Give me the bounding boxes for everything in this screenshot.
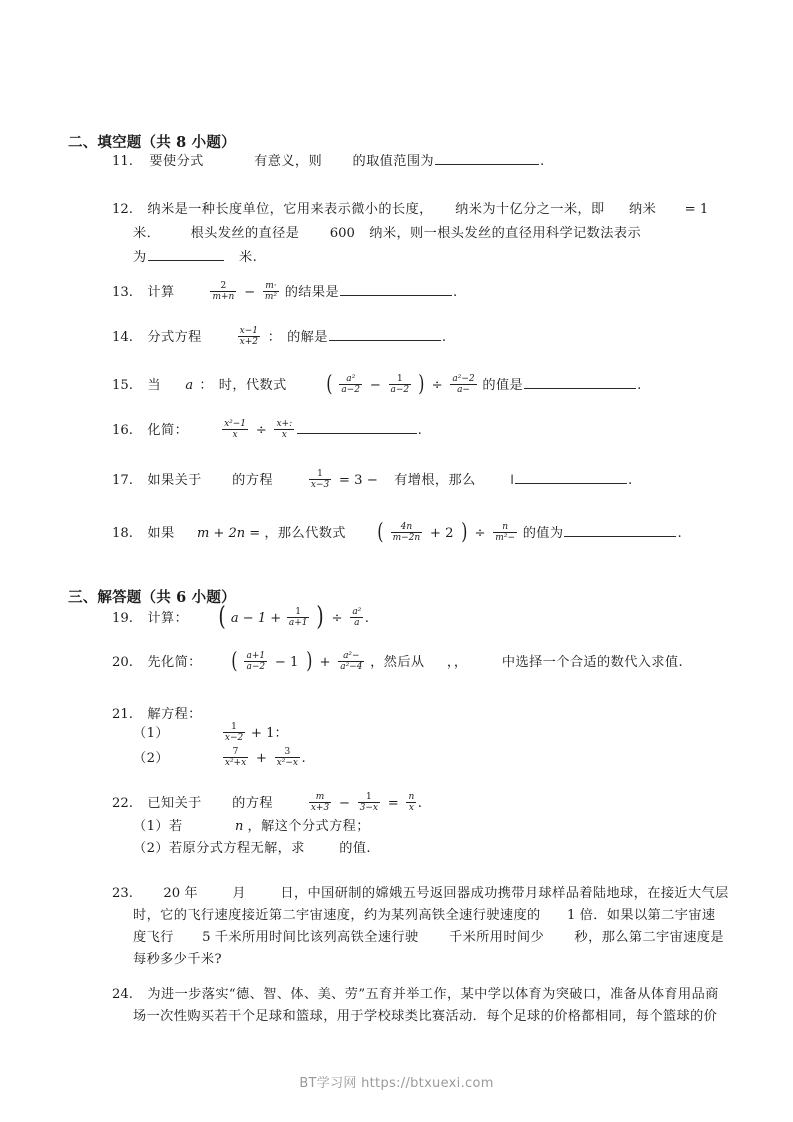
fraction-numerator: 1	[287, 607, 310, 618]
problem-15-text-c: 的值是	[482, 378, 524, 394]
minus-operator: −	[369, 378, 381, 394]
problem-11-text-c: 的取值范围为	[352, 154, 435, 169]
fraction-denominator: x−2	[224, 733, 244, 744]
problem-20-text-a: 先化简：	[147, 655, 202, 671]
fraction-denominator: x+2	[239, 337, 258, 348]
divide-operator: ÷	[255, 423, 267, 439]
problem-21-sub1-label: （1）	[133, 726, 169, 742]
problem-15-fraction-3	[450, 374, 476, 395]
problem-12-line3-b: 米.	[239, 250, 258, 265]
problem-23-line2	[133, 906, 716, 925]
fraction-denominator: a−2	[341, 385, 361, 396]
fraction-numerator: 3	[275, 747, 300, 758]
problem-23-line3-a: 度飞行	[133, 930, 174, 945]
problem-12-line1-b: 纳米为十亿分之一米，即	[455, 202, 605, 217]
problem-18-tail: .	[677, 526, 682, 542]
problem-18-text-b: ，那么代数式	[264, 526, 346, 542]
equals-expression: = 3 −	[338, 473, 378, 489]
problem-23-month-unit: 月	[232, 886, 246, 901]
answer-blank-17[interactable]	[515, 471, 627, 484]
problem-22-fraction-3	[406, 792, 416, 813]
problem-21-sub1	[133, 723, 288, 744]
fraction-numerator: a²	[339, 374, 362, 385]
problem-23-line2-a: 时，它的飞行速度接近第二宇宙速度，约为某列高铁全速行驶速度的	[133, 908, 541, 923]
fraction-numerator: a²	[352, 607, 362, 617]
problem-16-fraction-1	[222, 419, 248, 440]
problem-19-fraction-1	[287, 607, 310, 628]
problem-23-line2-value: 1	[567, 908, 576, 923]
fraction-numerator: 7	[223, 747, 248, 758]
problem-13-number: 13.	[112, 285, 133, 301]
problem-18-number: 18.	[112, 526, 133, 542]
fraction-numerator: 2	[210, 281, 236, 292]
problem-18-text-c: 的值为	[522, 526, 564, 542]
problem-16-tail: .	[417, 423, 422, 439]
problem-23-line4	[133, 950, 222, 969]
problem-12-line2-d: 纳米，则一根头发丝的直径用科学记数法表示	[369, 226, 642, 241]
fraction-numerator: n	[408, 792, 415, 802]
problem-24-number: 24.	[112, 987, 133, 1002]
answer-blank-16[interactable]	[297, 421, 417, 434]
problem-22-sub1-rest: ，解这个分式方程；	[247, 819, 370, 834]
fraction-denominator: m+n	[212, 292, 235, 303]
problem-11-text-a: 要使分式	[149, 154, 204, 169]
fraction-denominator: m²−	[495, 533, 515, 544]
problem-16-text-a: 化简：	[147, 423, 189, 439]
problem-24	[112, 985, 719, 1004]
problem-15-fraction-1	[339, 374, 362, 395]
paren-open: (	[231, 648, 238, 674]
minus-operator: −	[244, 285, 256, 301]
problem-15-text-a: 当	[147, 378, 161, 394]
equals-operator: =	[387, 796, 399, 812]
fraction-denominator: 3−x	[359, 803, 378, 814]
problem-15	[112, 371, 642, 397]
problem-22-text-b: 的方程	[232, 796, 273, 812]
problem-16-number: 16.	[112, 423, 133, 439]
problem-13-text-b: 的结果是	[284, 285, 340, 301]
divide-operator: ÷	[331, 611, 343, 627]
problem-23-line2-c: 倍．如果以第二宇宙速	[579, 908, 716, 923]
fraction-denominator: x	[281, 430, 287, 441]
problem-24-line2	[133, 1007, 717, 1026]
problem-11-tail: .	[540, 154, 545, 169]
problem-19-tail: .	[364, 611, 369, 627]
fraction-denominator: a−2	[390, 385, 410, 396]
problem-21	[112, 705, 202, 724]
problem-23-line1-rest: 日，中国研制的嫦娥五号返回器成功携带月球样品着陆地球，在接近大气层	[280, 886, 729, 901]
problem-13	[112, 282, 457, 303]
problem-23	[112, 884, 729, 903]
problem-23-year-value: 20	[163, 886, 181, 901]
divide-operator: ÷	[474, 526, 486, 542]
problem-12-line2-a: 米．	[133, 226, 161, 241]
fraction-denominator: a²−4	[340, 662, 363, 673]
fraction-denominator: x+3	[310, 803, 330, 814]
problem-14	[112, 327, 446, 348]
problem-12-line3	[133, 248, 257, 267]
fraction-numerator: x+:	[276, 419, 293, 429]
problem-18-fraction-2	[493, 522, 517, 543]
problem-13-fraction-2	[263, 281, 279, 302]
problem-20-text-b: ，然后从	[370, 655, 425, 671]
problem-17-tail: .	[627, 473, 633, 489]
section-heading-fill-in: 二、填空题（共 8 小题）	[68, 134, 236, 151]
fraction-numerator: 1	[389, 374, 412, 385]
colon-mark: ：	[199, 378, 213, 394]
problem-12-line2	[133, 224, 641, 243]
problem-23-line3-e: 秒，那么第二宇宙速度是	[574, 930, 724, 945]
problem-12	[112, 200, 708, 219]
footer-watermark: BT学习网 https://btxuexi.com	[299, 1076, 494, 1091]
problem-21-sub1-fraction	[223, 722, 245, 743]
fraction-denominator: m−2n	[392, 533, 421, 544]
plus-two-term: + 2	[429, 526, 454, 542]
paren-close: )	[418, 371, 425, 397]
problem-24-line1: 为进一步落实“德、智、体、美、劳”五育并举工作，某中学以体育为突破口，准备从体育用品商	[147, 987, 719, 1002]
problem-13-text-a: 计算	[147, 285, 175, 301]
problem-12-line2-c: 600	[329, 226, 355, 241]
fraction-numerator: x−1	[239, 326, 258, 336]
paren-open: (	[326, 371, 333, 397]
divide-operator: ÷	[431, 378, 443, 394]
problem-12-line1-d: = 1	[684, 202, 709, 217]
paren-close: )	[316, 602, 324, 633]
problem-21-sub2-tail: .	[301, 751, 306, 767]
problem-22-fraction-2	[358, 792, 380, 813]
problem-19-fraction-2	[350, 607, 363, 628]
fraction-numerator: 4n	[391, 522, 423, 533]
problem-11-number: 11.	[112, 154, 133, 169]
problem-22-sub2-text-b: 的值.	[339, 841, 372, 856]
problem-21-sub2-label: （2）	[133, 751, 169, 767]
problem-12-line1-a: 纳米是一种长度单位，它用来表示微小的长度，	[147, 202, 433, 217]
fraction-numerator: m	[309, 792, 331, 803]
problem-20-fraction-1	[244, 651, 267, 672]
problem-17-stray-mark: ǀ	[510, 473, 514, 489]
answer-blank-13[interactable]	[340, 283, 452, 296]
problem-14-text-b: 的解是	[287, 330, 328, 346]
paren-close: )	[460, 519, 468, 545]
fraction-denominator: x²+x	[224, 758, 247, 769]
problem-13-tail: .	[453, 285, 458, 301]
problem-23-line4: 每秒多少千米?	[133, 952, 222, 967]
problem-20-fraction-2	[338, 651, 364, 672]
problem-17-text-a: 如果关于	[147, 473, 202, 489]
problem-19	[112, 602, 369, 633]
problem-18-fraction-1	[391, 522, 423, 543]
problem-22-tail: .	[417, 796, 422, 812]
problem-20-text-c: 中选择一个合适的数代入求值.	[501, 655, 684, 671]
problem-22-sub2	[133, 839, 371, 858]
problem-15-text-b: 时，代数式	[218, 378, 287, 394]
paren-open: (	[217, 602, 226, 633]
problem-21-sub2-fraction-2	[275, 747, 300, 768]
fraction-numerator: x²−1	[224, 419, 247, 429]
fraction-denominator: x−3	[310, 480, 330, 491]
fraction-numerator: a+1	[246, 651, 266, 661]
problem-22-sub1	[133, 817, 370, 836]
problem-21-sub2-fraction-1	[223, 747, 248, 768]
problem-15-tail: .	[637, 378, 642, 394]
problem-17-text-c: 有增根，那么	[394, 473, 476, 489]
fraction-numerator: 1	[358, 792, 380, 803]
problem-14-tail: .	[441, 330, 447, 346]
fraction-denominator: a+1	[288, 618, 308, 629]
answer-blank-15[interactable]	[524, 376, 636, 389]
problem-22	[112, 793, 422, 814]
fraction-numerator: 1	[309, 469, 331, 480]
problem-20-commas: ，，	[446, 655, 468, 671]
problem-22-number: 22.	[112, 796, 133, 812]
answer-blank-12[interactable]	[148, 248, 224, 261]
problem-22-sub1-variable: n	[234, 819, 244, 834]
problem-17-text-b: 的方程	[232, 473, 273, 489]
problem-14-text-a: 分式方程	[147, 330, 202, 346]
problem-12-line1-c: 纳米	[629, 202, 657, 217]
problem-22-sub2-text-a: （2）若原分式方程无解，求	[133, 841, 305, 856]
problem-17	[112, 470, 632, 491]
problem-17-fraction-1	[309, 469, 331, 490]
problem-21-sub1-rest: + 1：	[250, 726, 288, 742]
section-heading-solve: 三、解答题（共 6 小题）	[68, 589, 236, 606]
fraction-numerator: a²−	[338, 651, 364, 662]
fraction-denominator: m²	[264, 292, 277, 303]
fraction-denominator: x	[408, 803, 414, 814]
problem-23-line3	[133, 928, 724, 947]
problem-22-text-a: 已知关于	[147, 796, 202, 812]
plus-operator: +	[255, 751, 267, 767]
problem-19-text-a: 计算：	[147, 611, 189, 627]
problem-14-number: 14.	[112, 330, 133, 346]
colon-mark: ：	[267, 330, 281, 346]
fraction-numerator: 1	[223, 722, 245, 733]
paren-open: (	[377, 519, 384, 545]
problem-14-fraction-1	[238, 326, 260, 347]
problem-21-text-a: 解方程：	[147, 707, 202, 722]
fraction-numerator: n	[493, 522, 517, 533]
problem-16-fraction-2	[274, 419, 294, 440]
problem-23-line3-c: 千米所用时间比该列高铁全速行驶	[214, 930, 419, 945]
minus-one-term: − 1	[274, 655, 299, 671]
fraction-numerator: a²−2	[452, 374, 475, 384]
problem-24-line2: 场一次性购买若干个足球和篮球，用于学校球类比赛活动．每个足球的价格都相同，每个篮球的价	[133, 1009, 718, 1024]
fraction-denominator: x	[232, 430, 238, 441]
problem-13-fraction-1	[210, 281, 236, 302]
problem-15-number: 15.	[112, 378, 133, 394]
problem-15-variable: a	[185, 378, 194, 394]
plus-operator: +	[319, 655, 331, 671]
problem-18-expression: m + 2n =	[196, 526, 261, 542]
problem-17-number: 17.	[112, 473, 133, 489]
problem-19-expression: a − 1 +	[230, 611, 282, 627]
problem-20	[112, 648, 684, 674]
problem-18-text-a: 如果	[147, 526, 175, 542]
fraction-denominator: a	[354, 618, 360, 629]
problem-12-line3-a: 为	[133, 250, 147, 265]
problem-21-sub2	[133, 748, 306, 769]
problem-11-text-b: 有意义，则	[254, 154, 323, 169]
problem-23-line3-d: 千米所用时间少	[448, 930, 545, 945]
answer-blank-18[interactable]	[564, 524, 676, 537]
problem-12-number: 12.	[112, 202, 133, 217]
problem-22-sub1-label: （1）若	[133, 819, 183, 834]
paren-close: )	[305, 648, 313, 674]
problem-20-number: 20.	[112, 655, 133, 671]
minus-operator: −	[338, 796, 350, 812]
problem-15-fraction-2	[389, 374, 412, 395]
problem-16	[112, 420, 422, 441]
problem-11	[112, 152, 544, 171]
problem-18	[112, 519, 682, 545]
fraction-denominator: a−	[457, 385, 470, 396]
problem-23-number: 23.	[112, 886, 133, 901]
fraction-denominator: x²−x	[276, 758, 298, 769]
answer-blank-14[interactable]	[329, 328, 441, 341]
answer-blank-11[interactable]	[435, 152, 539, 165]
fraction-numerator: m·	[263, 281, 279, 292]
problem-23-year-unit: 年	[184, 886, 198, 901]
fraction-denominator: a−2	[246, 662, 266, 673]
problem-23-line3-value: 5	[202, 930, 211, 945]
problem-22-fraction-1	[309, 792, 331, 813]
problem-19-number: 19.	[112, 611, 133, 627]
problem-21-number: 21.	[112, 707, 133, 722]
problem-12-line2-b: 根头发丝的直径是	[190, 226, 300, 241]
